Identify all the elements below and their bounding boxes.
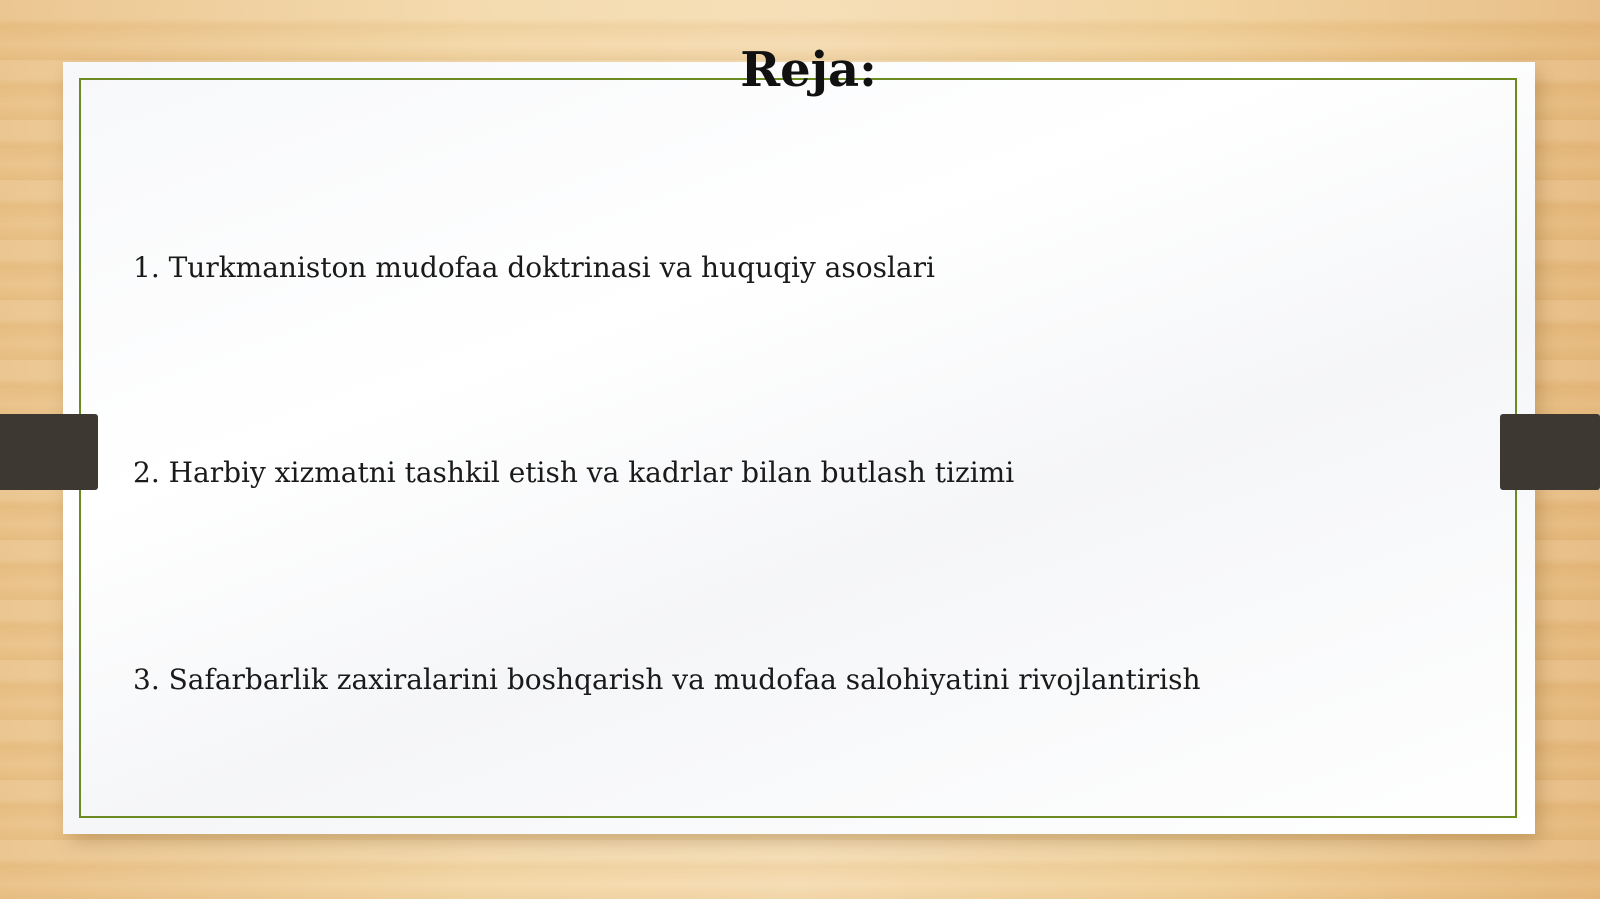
slide-frame-border	[79, 78, 1517, 818]
right-binder-tab	[1500, 414, 1600, 490]
plan-item-3: 3. Safarbarlik zaxiralarini boshqarish va mudofaa salohiyatini rivojlantirish	[133, 663, 1201, 696]
slide-title: Reja:	[740, 42, 877, 98]
left-binder-tab	[0, 414, 98, 490]
plan-item-2: 2. Harbiy xizmatni tashkil etish va kadrlar bilan butlash tizimi	[133, 456, 1015, 489]
plan-item-1: 1. Turkmaniston mudofaa doktrinasi va huquqiy asoslari	[133, 251, 935, 284]
